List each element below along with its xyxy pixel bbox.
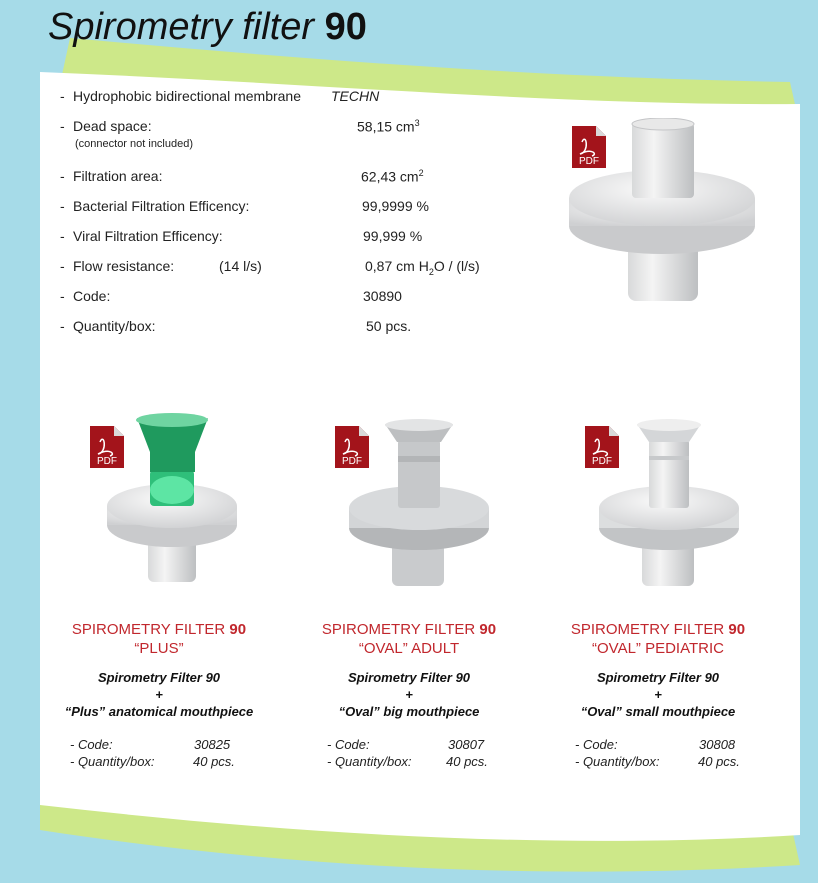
dead-space-note: (connector not included) <box>75 138 194 150</box>
spec-label: Dead space: <box>73 118 152 134</box>
spec-extra: (14 l/s) <box>219 258 262 274</box>
pdf-icon[interactable] <box>331 424 371 470</box>
pdf-icon[interactable] <box>581 424 621 470</box>
spec-label: Viral Filtration Efficency: <box>73 228 223 244</box>
svg-text:PDF: PDF <box>592 456 612 467</box>
spec-label: Bacterial Filtration Efficency: <box>73 198 250 214</box>
product-plus-description: Spirometry Filter 90 + “Plus” anatomical mouthpiece <box>64 670 254 719</box>
spec-value: TECHN <box>331 88 380 104</box>
product-oval-adult-description: Spirometry Filter 90 + “Oval” big mouthpiece <box>338 670 480 719</box>
spec-label: Quantity/box: <box>73 318 156 334</box>
product-oval-adult-title[interactable]: SPIROMETRY FILTER 90 “OVAL” ADULT <box>321 621 497 657</box>
spec-value: 99,999 % <box>363 228 423 244</box>
product-oval-adult-info: - Code: 30807 - Quantity/box: 40 pcs. <box>327 737 488 769</box>
pdf-icon[interactable] <box>86 424 126 470</box>
product-oval-pediatric-title[interactable]: SPIROMETRY FILTER 90 “OVAL” PEDIATRIC <box>570 621 746 657</box>
spec-value: 50 pcs. <box>366 318 412 334</box>
svg-text:PDF: PDF <box>97 456 117 467</box>
product-oval-pediatric-info: - Code: 30808 - Quantity/box: 40 pcs. <box>575 737 740 769</box>
spec-value: 58,15 $cm^3$ <box>357 118 420 135</box>
spec-label: Code: <box>73 288 111 304</box>
product-plus-info: - Code: 30825 - Quantity/box: 40 pcs. <box>70 737 235 769</box>
title-main: Spirometry filter <box>48 6 315 48</box>
spec-value: 62,43 $cm^2$ <box>361 168 424 185</box>
spec-value: 99,9999 % <box>362 198 429 214</box>
page-title <box>48 6 367 49</box>
spec-label: Hydrophobic bidirectional membrane <box>73 88 302 104</box>
pdf-icon[interactable] <box>568 124 608 170</box>
product-plus-title[interactable]: SPIROMETRY FILTER 90 “PLUS” <box>71 621 247 657</box>
title-number: 90 <box>324 6 367 48</box>
spec-value: 30890 <box>363 288 402 304</box>
product-oval-pediatric-description: Spirometry Filter 90 + “Oval” small mouthpiece <box>580 670 736 719</box>
svg-text:PDF: PDF <box>342 456 362 467</box>
svg-text:PDF: PDF <box>579 156 599 167</box>
spec-label: Filtration area: <box>73 168 163 184</box>
spec-label: Flow resistance: <box>73 258 175 274</box>
spec-value: 0,87 cm $H_2O / (l/s)$ <box>365 258 480 277</box>
